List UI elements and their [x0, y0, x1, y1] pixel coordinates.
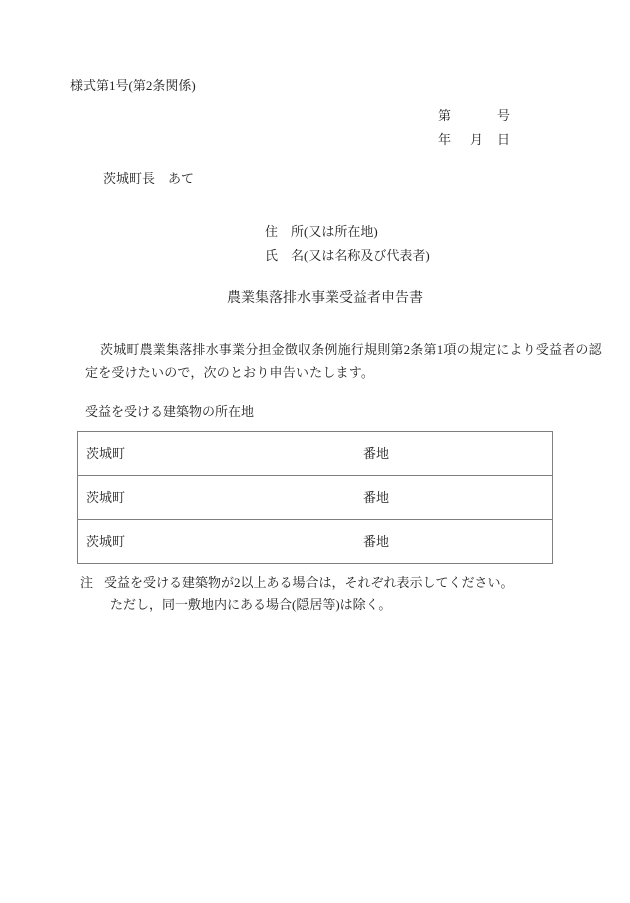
note-line-1: 受益を受ける建築物が2以上ある場合は，それぞれ表示してください。 [104, 575, 514, 590]
document-number-suffix: 号 [497, 108, 511, 123]
table-row [78, 432, 552, 475]
note-line-2: ただし，同一敷地内にある場合(隠居等)は除く。 [110, 597, 392, 612]
note-marker: 注 [80, 575, 94, 590]
document-title: 農業集落排水事業受益者申告書 [227, 291, 423, 306]
applicant-name-label: 氏 名(又は名称及び代表者) [265, 248, 430, 263]
building-location-table [77, 431, 553, 564]
applicant-address-label: 住 所(又は所在地) [265, 224, 378, 239]
form-code: 様式第1号(第2条関係) [70, 78, 196, 93]
municipality-label: 茨城町 [86, 534, 126, 549]
lot-number-label: 番地 [363, 446, 390, 461]
addressee-line: 茨城町長 あて [103, 171, 195, 186]
municipality-label: 茨城町 [86, 446, 126, 461]
lot-number-label: 番地 [363, 490, 390, 505]
table-caption: 受益を受ける建築物の所在地 [85, 404, 255, 419]
date-month-label: 月 [470, 132, 484, 147]
body-paragraph-line-1: 茨城町農業集落排水事業分担金徴収条例施行規則第2条第1項の規定により受益者の認 [100, 342, 602, 357]
body-paragraph-line-2: 定を受けたいので，次のとおり申告いたします。 [85, 365, 375, 380]
municipality-label: 茨城町 [86, 490, 126, 505]
table-row [78, 519, 552, 563]
date-day-label: 日 [497, 132, 511, 147]
table-row [78, 475, 552, 519]
lot-number-label: 番地 [363, 534, 390, 549]
document-number-prefix: 第 [438, 108, 452, 123]
date-year-label: 年 [438, 132, 452, 147]
